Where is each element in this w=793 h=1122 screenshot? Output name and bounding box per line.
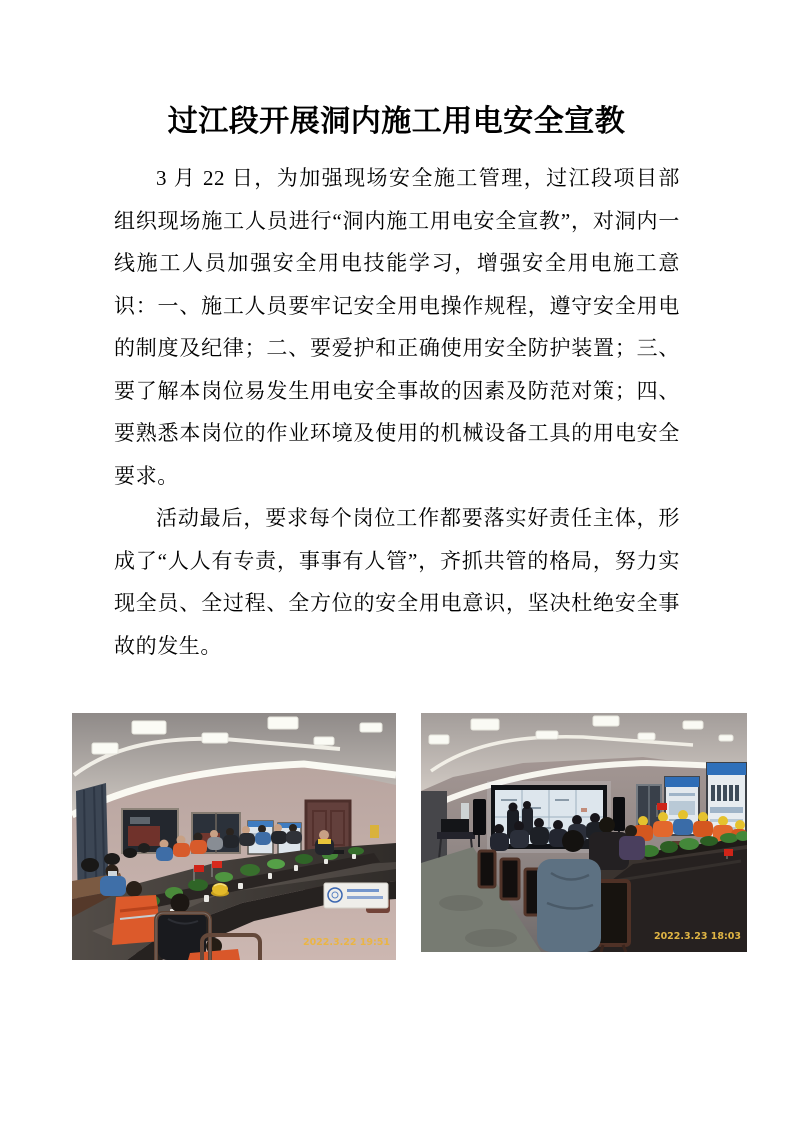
photo-meeting-room-1 xyxy=(72,713,396,960)
body-paragraph-1: 3 月 22 日，为加强现场安全施工管理，过江段项目部组织现场施工人员进行“洞内施工用电安全宣教”，对洞内一线施工人员加强安全用电技能学习，增强安全用电施工意识：一、施工人员要牢记安全用电操作规程，遵守安全用电的制度及纪律；二、要爱护和正确使用安全防护装置；三、要了解本岗位易发生用电安全事故的因素及防范对策；四、要熟悉本岗位的作业环境及使用的机械设备工具的用电安全要求。 xyxy=(114,166,680,488)
body-paragraph-2: 活动最后，要求每个岗位工作都要落实好责任主体，形成了“人人有专责，事事有人管”，齐抓共管的格局，努力实现全员、全过程、全方位的安全用电意识，坚决杜绝安全事故的发生。 xyxy=(114,506,680,658)
photo-timestamp-right: 2022.3.23 18:03 xyxy=(653,931,741,942)
meeting-room-photo-2-illustration xyxy=(421,713,747,952)
document-body xyxy=(114,157,680,667)
table-model-banner xyxy=(324,883,388,908)
document-title: 过江段开展洞内施工用电安全宣教 xyxy=(167,105,626,138)
photo-meeting-room-2 xyxy=(421,713,747,952)
photo-timestamp-left: 2022.3.22 19:51 xyxy=(302,937,390,948)
meeting-room-photo-1-illustration xyxy=(72,713,396,960)
